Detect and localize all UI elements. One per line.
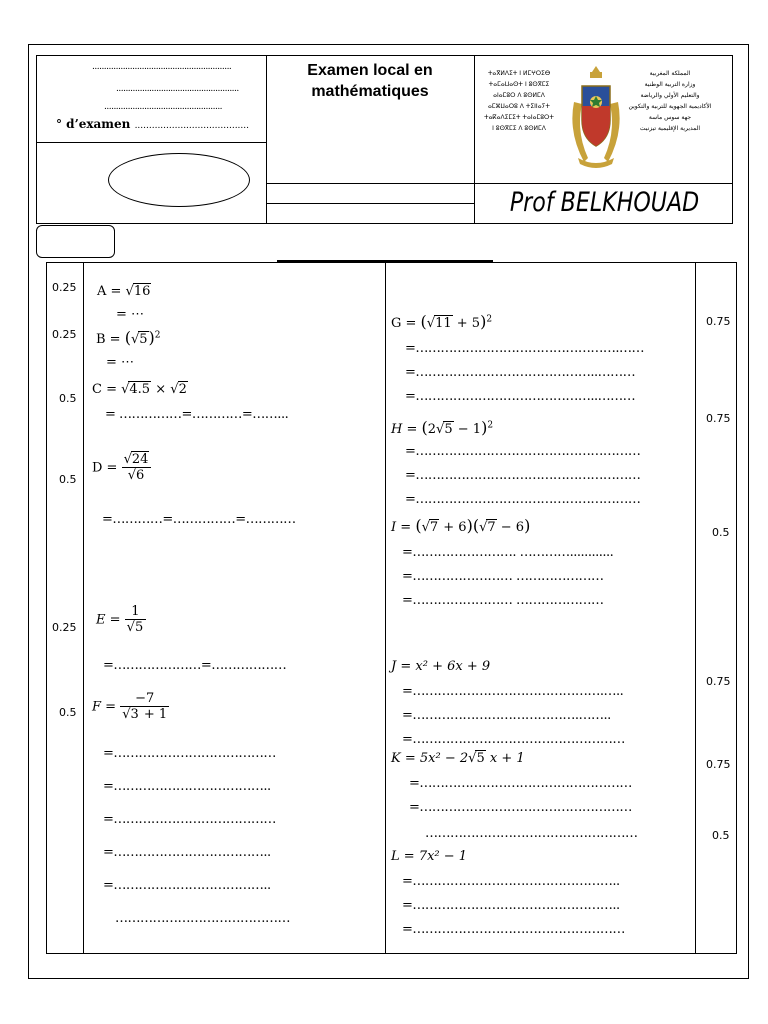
radicand-B: 5 <box>139 332 148 347</box>
answer-H-line-2: =……………………………………………… <box>405 468 641 483</box>
answer-F-line-1: =………………………………… <box>103 746 276 761</box>
points-D: 0.5 <box>59 473 77 486</box>
header-hline-left <box>36 142 266 143</box>
fraction-D: $\frac{√24}{√6}$ <box>122 452 152 484</box>
answer-C: = ……………=…………=……... <box>105 407 289 422</box>
exercise-A: A = √16 <box>97 284 151 299</box>
table-col-points-right <box>695 262 696 954</box>
exam-title <box>266 60 474 102</box>
answer-H-line-1: =……………………………………………… <box>405 444 641 459</box>
radicand-A: 16 <box>133 284 151 299</box>
exercise-I: I = (√7 + 6)(√7 − 6) <box>391 516 531 535</box>
answer-G-line-1: =………………………………………….…… <box>405 341 645 356</box>
answer-D: =…………=……………=………… <box>102 512 296 527</box>
ministry-logo <box>480 60 712 178</box>
answer-K-line-3: …………………………………………… <box>425 826 638 841</box>
answer-I-line-1: =……………………. …………............ <box>402 545 614 560</box>
coat-of-arms-icon <box>566 62 626 172</box>
answer-G-line-2: =……………………………………..……… <box>405 365 636 380</box>
exam-number-dots: ........................................ <box>134 121 249 131</box>
points-A: 0.25 <box>52 281 77 294</box>
exercise-H: $H = (2√5 - 1)^2$ <box>391 418 494 437</box>
answer-L-line-3: =…………………………………………… <box>402 922 625 937</box>
exercise-G: $G = (√11 + 5)^2$ <box>391 312 493 331</box>
table-col-points-left <box>83 262 84 954</box>
points-C: 0.5 <box>59 392 77 405</box>
answer-A: = ⋯ <box>116 307 145 322</box>
exam-title-line-2: mathématiques <box>311 83 429 100</box>
student-class-line: .................................................... <box>116 84 239 94</box>
header-hline-mid-1 <box>266 183 474 184</box>
prof-name: Prof BELKHOUAD <box>509 187 700 218</box>
student-group-line: .................................................. <box>104 102 223 112</box>
exam-number-row <box>56 117 249 131</box>
answer-I-line-2: =…………………… ………………… <box>402 569 604 584</box>
exercise-J: J = x² + 6x + 9 <box>391 659 491 674</box>
answer-F-line-4: =……………………………….. <box>103 845 271 860</box>
points-E: 0.25 <box>52 621 77 634</box>
fraction-E: $\frac{1}{√5}$ <box>125 604 147 636</box>
answer-F-line-6: …………………………………… <box>115 911 290 926</box>
points-K: 0.75 <box>706 758 731 771</box>
exercise-E: E = $\frac{1}{√5}$ <box>96 604 146 636</box>
answer-J-line-3: =…………………………………………… <box>402 732 625 747</box>
exercise-L: L = 7x² − 1 <box>391 849 468 864</box>
answer-E: =…………………=……………… <box>103 658 287 673</box>
answer-K-line-2: =…………………………………………… <box>409 800 632 815</box>
answer-F-line-3: =………………………………… <box>103 812 276 827</box>
points-H: 0.75 <box>706 412 731 425</box>
header-divider-2 <box>474 55 475 224</box>
points-J: 0.75 <box>706 675 731 688</box>
exercise-C: C = √4.5 × √2 <box>92 382 187 397</box>
answer-F-line-2: =……………………………….. <box>103 779 271 794</box>
exercise-B: $B = (√5)^2$ <box>96 328 161 347</box>
exam-number-label: ° d’examen <box>56 117 131 131</box>
points-B: 0.25 <box>52 328 77 341</box>
exercise-D: D = $\frac{√24}{√6}$ <box>92 452 151 484</box>
answer-G-line-3: =……………………………………..……… <box>405 389 636 404</box>
grade-oval <box>108 153 250 207</box>
answer-B: = ⋯ <box>106 355 135 370</box>
answer-F-line-5: =……………………………….. <box>103 878 271 893</box>
answer-J-line-2: =………………………………….…….. <box>402 708 611 723</box>
fraction-F: $\frac{-7}{√3 + 1}$ <box>122 691 168 722</box>
note-box <box>36 225 115 258</box>
exercise-K: K = 5x² − 2√5 x + 1 <box>391 751 525 766</box>
answer-L-line-1: =………………………………………….. <box>402 874 620 889</box>
ministry-text-left: ⵜⴰⴳⵍⴷⵉⵜ ⵏ ⵍⵎⵖⵔⵉⴱ ⵜⴰⵎⴰⵡⴰⵙⵜ ⵏ ⵓⵙⴳⵎⵉ ⴰⵏⴰⵎⵓⵔ ⴷ ⵓⵙⵍⵎⴷ ⴰⵎⵣⵡⴰⵔⵓ ⴷ ⵜⵉⵏⵏⴰⵢⵜ ⵜⴰⴽⴰⴷⵉⵎⵉⵜ ⵜⴰⵏⴰⵎⵓⵔⵜ ⵏ ⵓⵙⴳⵎⵉ ⴷ ⵓⵙⵍⵎⴷ <box>484 70 554 132</box>
points-L: 0.5 <box>712 829 730 842</box>
points-F: 0.5 <box>59 706 77 719</box>
answer-H-line-3: =……………………………………………… <box>405 492 641 507</box>
header-hline-mid-2 <box>266 203 474 204</box>
ministry-text-right: المملكة المغربية وزارة التربية الوطنية والتعليم الأولي والرياضة الأكاديمية الجهوية للتربية والتكوين جهة سوس ماسة المديرية الإقليمية تيزنيت <box>628 70 712 132</box>
answer-K-line-1: =…………………………………………… <box>409 776 632 791</box>
answer-J-line-1: =……………………………………….….. <box>402 684 624 699</box>
table-col-middle <box>385 262 386 954</box>
points-I: 0.5 <box>712 526 730 539</box>
exam-title-line-1: Examen local en <box>307 62 433 79</box>
points-G: 0.75 <box>706 315 731 328</box>
answer-I-line-3: =…………………… ………………… <box>402 593 604 608</box>
answer-L-line-2: =………………………………………….. <box>402 898 620 913</box>
exercise-F: F = $\frac{-7}{√3 + 1}$ <box>92 691 168 722</box>
student-name-line: ........................................................... <box>92 62 232 72</box>
